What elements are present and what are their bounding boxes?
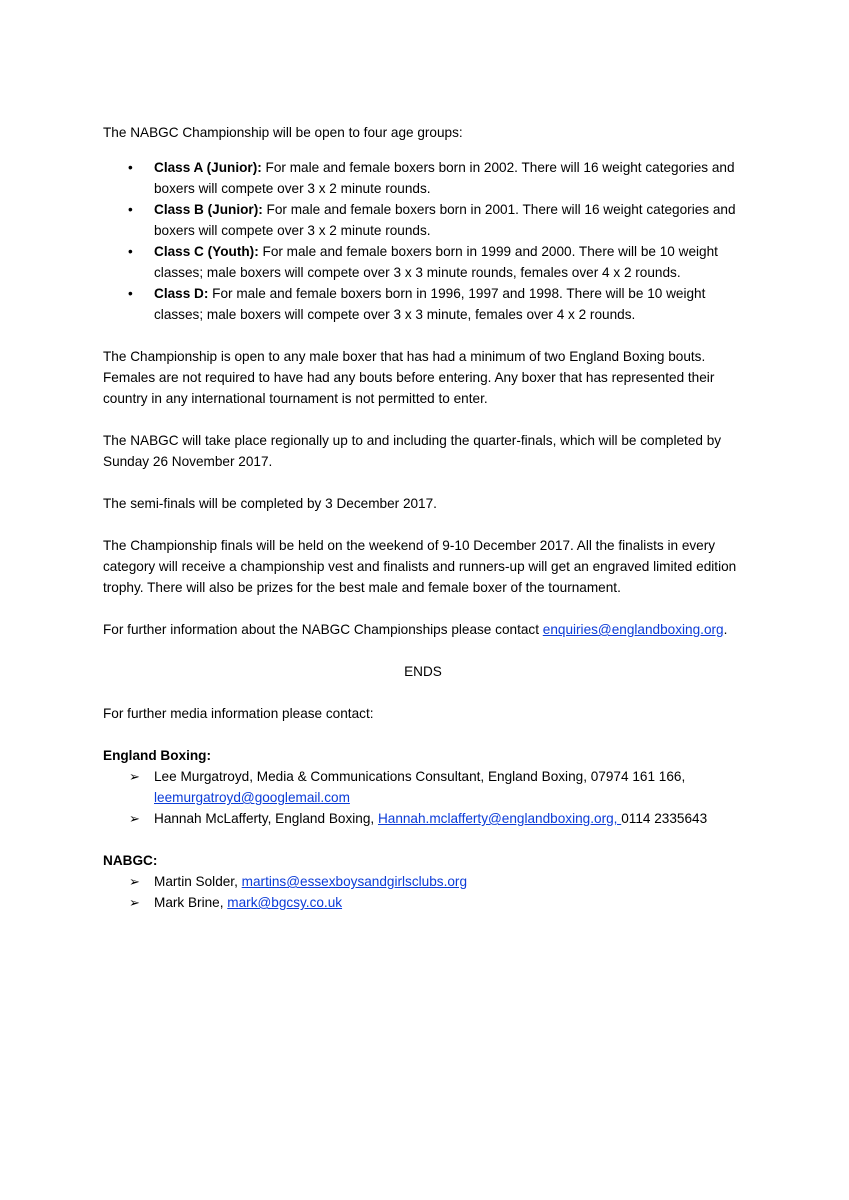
intro-text: The NABGC Championship will be open to four age groups: <box>103 125 463 140</box>
class-label: Class C (Youth): <box>154 244 259 259</box>
age-class-list <box>103 157 743 325</box>
arrow-bullet-icon: ➢ <box>129 874 140 889</box>
class-description: For male and female boxers born in 2002. There will 16 weight categories and boxers will compete over 3 x 2 minute rounds. <box>154 160 735 196</box>
contact-email-link[interactable]: leemurgatroyd@googlemail.com <box>154 790 350 805</box>
bullet-icon: • <box>128 160 133 175</box>
document-page <box>103 122 743 913</box>
contact-email-link[interactable]: martins@essexboysandgirlsclubs.org <box>241 874 468 889</box>
contact-text: Martin Solder, <box>154 874 242 889</box>
class-description: For male and female boxers born in 1996, 1997 and 1998. There will be 10 weight classes; male boxers will compete over 3 x 3 minute, females over 4 x 2 rounds. <box>154 286 706 322</box>
class-label: Class B (Junior): <box>154 202 263 217</box>
nabgc-contacts <box>103 871 743 913</box>
contact-suffix: 0114 2335643 <box>621 811 708 826</box>
list-item-class-b <box>128 199 743 241</box>
class-label: Class D: <box>154 286 209 301</box>
class-label: Class A (Junior): <box>154 160 262 175</box>
arrow-bullet-icon: ➢ <box>129 811 140 826</box>
list-item-class-a <box>128 157 743 199</box>
contact-email-link[interactable]: Hannah.mclafferty@englandboxing.org, <box>377 811 622 826</box>
class-description: For male and female boxers born in 1999 and 2000. There will be 10 weight classes; male boxers will compete over 3 x 3 minute rounds, females over 4 x 2 rounds. <box>154 244 718 280</box>
list-item-class-c <box>128 241 743 283</box>
bullet-icon: • <box>128 244 133 259</box>
finals-paragraph: The Championship finals will be held on the weekend of 9-10 December 2017. All the finalists in every category will receive a championship vest and finalists and runners-up will get an engraved limited edition trophy. There will also be prizes for the best male and female boxer of the tournament. <box>103 538 737 595</box>
contact-item <box>129 871 743 892</box>
class-description: For male and female boxers born in 2001. There will 16 weight categories and boxers will compete over 3 x 2 minute rounds. <box>154 202 736 238</box>
england-boxing-contacts <box>103 766 743 829</box>
contact-item <box>129 766 743 808</box>
contact-item <box>129 892 743 913</box>
bullet-icon: • <box>128 202 133 217</box>
further-info-paragraph <box>103 619 743 640</box>
ends-marker: ENDS <box>404 664 442 679</box>
contact-text: Lee Murgatroyd, Media & Communications Consultant, England Boxing, 07974 161 166, <box>154 769 686 784</box>
contact-text: Mark Brine, <box>154 895 228 910</box>
arrow-bullet-icon: ➢ <box>129 895 140 910</box>
further-info-text: For further information about the NABGC Championships please contact <box>103 622 543 637</box>
nabgc-heading: NABGC: <box>103 853 158 868</box>
enquiries-email-link[interactable]: enquiries@englandboxing.org <box>542 622 724 637</box>
list-item-class-d <box>128 283 743 325</box>
contact-text: Hannah McLafferty, England Boxing, <box>154 811 378 826</box>
eligibility-paragraph: The Championship is open to any male boxer that has had a minimum of two England Boxing bouts. Females are not required to have had any bouts before entering. Any boxer that has represented their country in any international tournament is not permitted to enter. <box>103 349 715 406</box>
arrow-bullet-icon: ➢ <box>129 769 140 784</box>
regional-paragraph: The NABGC will take place regionally up to and including the quarter-finals, which will be completed by Sunday 26 November 2017. <box>103 433 722 469</box>
semifinals-paragraph: The semi-finals will be completed by 3 December 2017. <box>103 496 437 511</box>
england-boxing-heading: England Boxing: <box>103 748 211 763</box>
bullet-icon: • <box>128 286 133 301</box>
further-info-suffix: . <box>723 622 728 637</box>
media-contact-intro: For further media information please contact: <box>103 706 374 721</box>
contact-email-link[interactable]: mark@bgcsy.co.uk <box>227 895 343 910</box>
contact-item <box>129 808 743 829</box>
